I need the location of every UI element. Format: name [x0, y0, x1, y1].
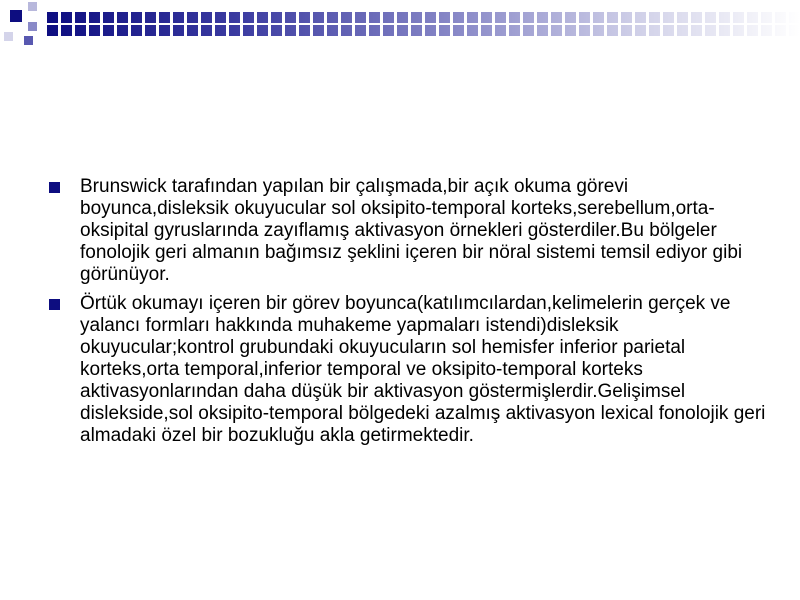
bullet-item	[46, 176, 766, 286]
slide-body	[46, 176, 766, 454]
bullet-item	[46, 293, 766, 447]
header-grid-pattern	[0, 0, 800, 48]
bullet-text: Brunswick tarafından yapılan bir çalışmada,bir açık okuma görevi boyunca,disleksik okuyucular sol oksipito-temporal korteks,serebellum,orta-oksipital gyruslarında zayıflamış aktivasyon örnekleri gösterdiler.Bu bölgeler fonolojik geri almanın bağımsız şeklini içeren bir nöral sistemi temsil ediyor gibi görünüyor.	[80, 176, 743, 285]
bullet-text: Örtük okumayı içeren bir görev boyunca(katılımcılardan,kelimelerin gerçek ve yalancı formları hakkında muhakeme yapmaları istendi)disleksik okuyucular;kontrol grubundaki okuyucuların sol hemisfer inferior parietal korteks,orta temporal,inferior temporal ve oksipito-temporal korteks aktivasyonlarından daha düşük bir aktivasyon göstermişlerdir.Gelişimsel dislekside,sol oksipito-temporal bölgedeki azalmış aktivasyon lexical fonolojik geri almadaki özel bir bozukluğu akla getirmektedir.	[80, 293, 766, 446]
square-bullet-icon	[49, 299, 60, 310]
header-decoration	[0, 0, 800, 48]
square-bullet-icon	[49, 182, 60, 193]
